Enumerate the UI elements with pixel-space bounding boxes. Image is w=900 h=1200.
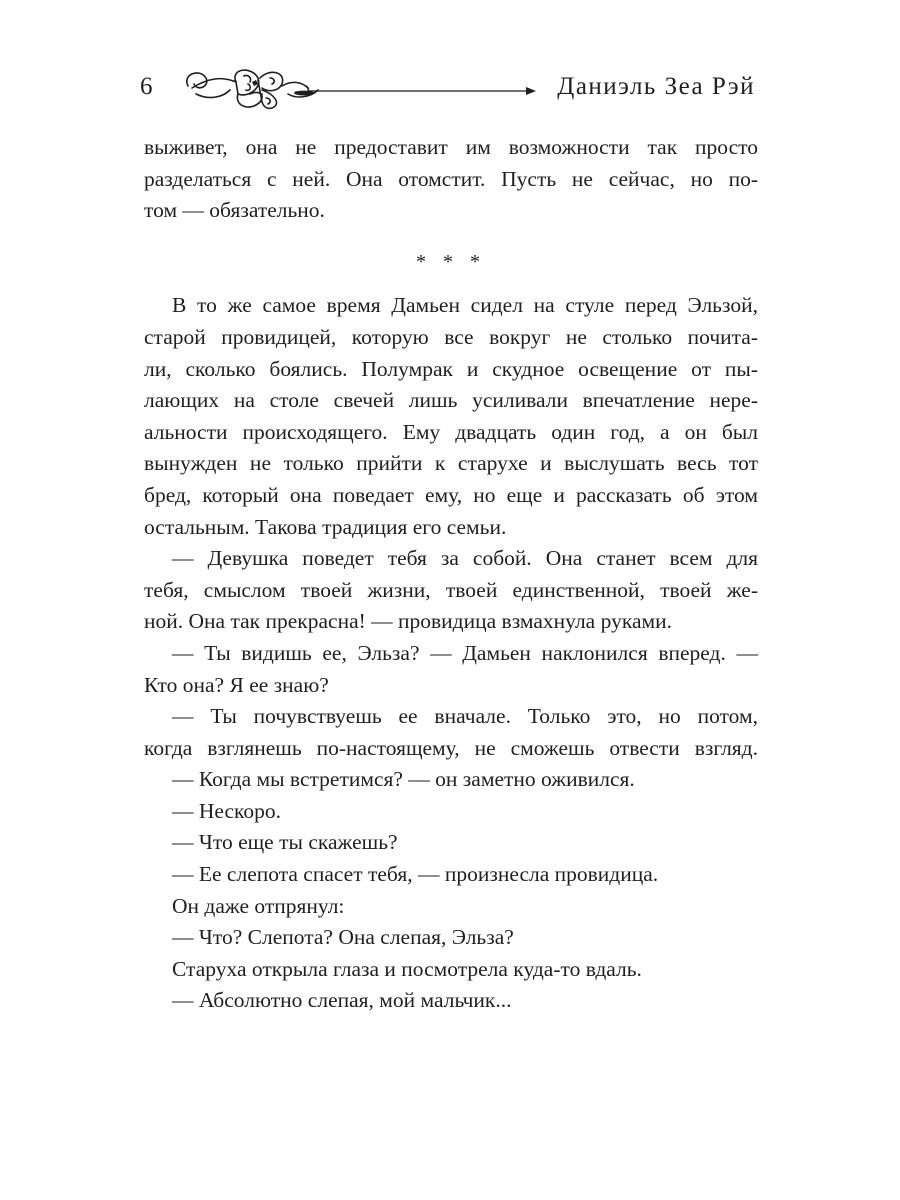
section-separator: * * * bbox=[416, 250, 486, 273]
text-line: Он даже отпрянул: bbox=[172, 893, 345, 918]
page-text bbox=[144, 132, 758, 1017]
text-line: старой провидицей, которую все вокруг не столько почита- bbox=[144, 324, 758, 349]
text-line: когда взглянешь по-настоящему, не сможешь отвести взгляд. bbox=[144, 735, 758, 760]
text-line: разделаться с ней. Она отомстит. Пусть не сейчас, но по- bbox=[144, 166, 758, 191]
text-line: — Ты почувствуешь ее вначале. Только это, но потом, bbox=[172, 704, 758, 729]
text-line: — Девушка поведет тебя за собой. Она станет всем для bbox=[172, 546, 758, 571]
text-line: вынужден не только прийти к старухе и выслушать весь тот bbox=[144, 451, 758, 476]
running-head: Даниэль Зеа Рэй bbox=[557, 73, 755, 100]
text-line: том — обязательно. bbox=[144, 198, 325, 223]
text-line: ли, сколько боялись. Полумрак и скудное освещение от пы- bbox=[144, 356, 758, 381]
text-line: — Когда мы встретимся? — он заметно оживился. bbox=[172, 767, 635, 792]
text-line: — Что? Слепота? Она слепая, Эльза? bbox=[172, 925, 514, 950]
text-line: — Абсолютно слепая, мой мальчик... bbox=[172, 988, 512, 1013]
text-line: — Ее слепота спасет тебя, — произнесла провидица. bbox=[172, 862, 659, 887]
text-line: Кто она? Я ее знаю? bbox=[144, 672, 329, 697]
text-line: бред, который она поведает ему, но еще и рассказать об этом bbox=[144, 482, 758, 507]
text-line: В то же самое время Дамьен сидел на стуле перед Эльзой, bbox=[172, 293, 758, 318]
butterfly-flourish-icon bbox=[178, 64, 538, 114]
text-line: лающих на столе свечей лишь усиливали впечатление нере- bbox=[144, 388, 758, 413]
text-line: ной. Она так прекрасна! — провидица взмахнула руками. bbox=[144, 609, 672, 634]
text-line: Старуха открыла глаза и посмотрела куда-то вдаль. bbox=[172, 956, 642, 981]
text-line: — Нескоро. bbox=[172, 798, 282, 823]
text-line: альности происходящего. Ему двадцать один год, а он был bbox=[144, 419, 758, 444]
text-line: — Что еще ты скажешь? bbox=[172, 830, 398, 855]
text-line: — Ты видишь ее, Эльза? — Дамьен наклонился вперед. — bbox=[172, 640, 758, 665]
text-line: выживет, она не предоставит им возможности так просто bbox=[144, 135, 758, 159]
text-line: остальным. Такова традиция его семьи. bbox=[144, 514, 507, 539]
page-number: 6 bbox=[140, 73, 153, 100]
text-line: тебя, смыслом твоей жизни, твоей единственной, твоей же- bbox=[144, 577, 758, 602]
